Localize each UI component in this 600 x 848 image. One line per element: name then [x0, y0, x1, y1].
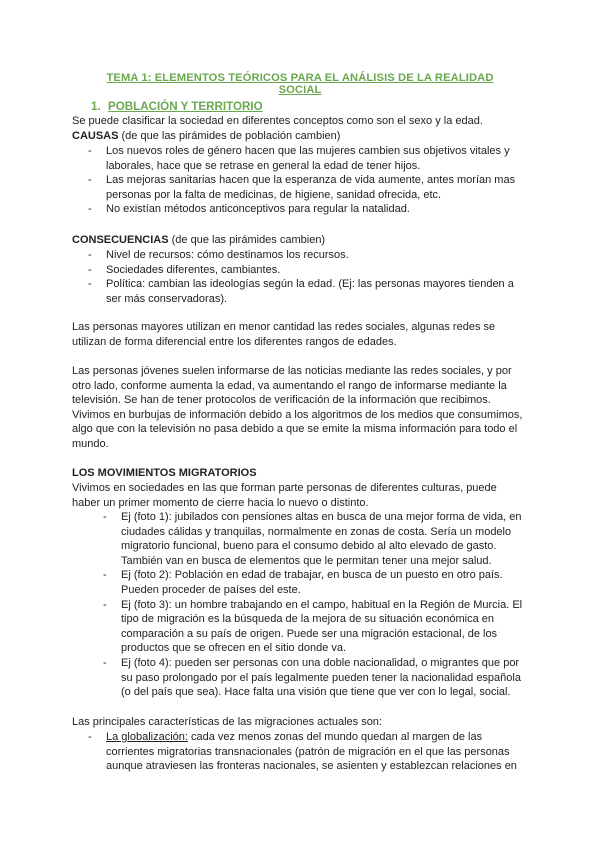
section-heading-poblacion: [91, 100, 263, 113]
list-item: - No existían métodos anticonceptivos para regular la natalidad.: [88, 203, 410, 216]
globalizacion-text: cada vez menos zonas del mundo quedan al margen de las corrientes migratorias transnacionales (patrón de migración en el que las personas aunque atraviesen las fronteras nacionales, se asienten y establezcan relaciones en: [106, 731, 517, 773]
list-item: - Política: cambian las ideologías según la edad. (Ej: las personas mayores tienden a ser más conservadoras).: [88, 278, 514, 305]
section-label: POBLACIÓN Y TERRITORIO: [108, 100, 263, 113]
dash-bullet: -: [88, 174, 92, 187]
list-item: - Las mejoras sanitarias hacen que la esperanza de vida aumente, antes morían mas personas por la falta de medicinas, de higiene, sanidad ofrecida, etc.: [88, 174, 516, 201]
migraciones-intro: Vivimos en sociedades en las que forman parte personas de diferentes culturas, puede haber un primer momento de cierre hacia lo nuevo o distinto.: [72, 482, 497, 509]
dash-bullet: -: [103, 656, 107, 669]
redes-paragraph: Las personas mayores utilizan en menor cantidad las redes sociales, algunas redes se utilizan de forma diferencial entre los diferentes rangos de edades.: [72, 321, 496, 348]
dash-bullet: -: [88, 249, 92, 261]
section-number: 1.: [91, 100, 101, 113]
migraciones-heading: LOS MOVIMIENTOS MIGRATORIOS: [72, 467, 257, 479]
list-item: - Ej (foto 3): un hombre trabajando en el campo, habitual en la Región de Murcia. El tipo de migración es la búsqueda de la mejora de su situación económica en comparación a su país de origen. Puede ser una migración estacional, de los productos que se ofrecen en el sitio donde va.: [103, 598, 523, 655]
causas-list: [72, 144, 524, 217]
list-item: - Ej (foto 4): pueden ser personas con una doble nacionalidad, o migrantes que por su paso prolongado por el país legalmente pueden tener la nacionalidad española (o del país que sea). Hace falta una visión que tiene que ver con lo legal, social.: [103, 656, 521, 699]
dash-bullet: -: [103, 511, 107, 523]
consecuencias-list: [72, 248, 524, 306]
jovenes-paragraph: Las personas jóvenes suelen informarse de las noticias mediante las redes sociales, y por otro lado, conforme aumenta la edad, va aumentando el rango de informarse mediante la televisión. Se han de tener protocolos de verificación de la información que recibimos. Vivimos en burbujas de información debido a los algoritmos de los medios que consumimos, algo que con la televisión no pasa debido a que se emite la misma información para todo el mundo.: [72, 365, 523, 450]
dash-bullet: -: [88, 203, 92, 216]
dash-bullet: -: [88, 278, 92, 291]
list-item: [72, 730, 524, 774]
caracteristicas-intro: Las principales características de las migraciones actuales son:: [72, 716, 382, 728]
consecuencias-heading-line: [72, 233, 524, 248]
dash-bullet: -: [103, 598, 107, 611]
caracteristicas-list: [72, 730, 524, 774]
dash-bullet: -: [88, 731, 92, 743]
dash-bullet: -: [88, 263, 92, 276]
list-item: - Los nuevos roles de género hacen que las mujeres cambien sus objetivos vitales y laborales, hace que se retrase en general la edad de tener hijos.: [88, 145, 510, 172]
dash-bullet: -: [88, 145, 92, 157]
document-title: TEMA 1: ELEMENTOS TEÓRICOS PARA EL ANÁLISIS DE LA REALIDAD SOCIAL: [106, 72, 494, 96]
consecuencias-subtitle: (de que las pirámides cambien): [168, 234, 326, 246]
list-item: - Nivel de recursos: cómo destinamos los recursos.: [88, 249, 349, 261]
consecuencias-heading: CONSECUENCIAS: [72, 234, 169, 246]
causas-subtitle: (de que las pirámides de población cambien): [118, 130, 341, 142]
dash-bullet: -: [103, 569, 107, 582]
list-item: - Ej (foto 1): jubilados con pensiones altas en busca de una mejor forma de vida, en ciudades cálidas y tranquilas, normalmente en zonas de costa. Sería un modelo migratorio funcional, bueno para el consumo debido al alto elevado de gasto. También van en busca de elementos que le permitan tener una mejor salud.: [103, 511, 522, 567]
causas-heading-line: [72, 129, 524, 144]
intro-paragraph: Se puede clasificar la sociedad en diferentes conceptos como son el sexo y la edad.: [72, 115, 483, 127]
list-item: - Sociedades diferentes, cambiantes.: [88, 263, 281, 276]
migraciones-list: [72, 510, 524, 700]
globalizacion-label: La globalización:: [106, 731, 188, 743]
list-item: - Ej (foto 2): Población en edad de trabajar, en busca de un puesto en otro país. Pueden proceder de países del este.: [103, 569, 503, 596]
causas-heading: CAUSAS: [72, 130, 119, 142]
